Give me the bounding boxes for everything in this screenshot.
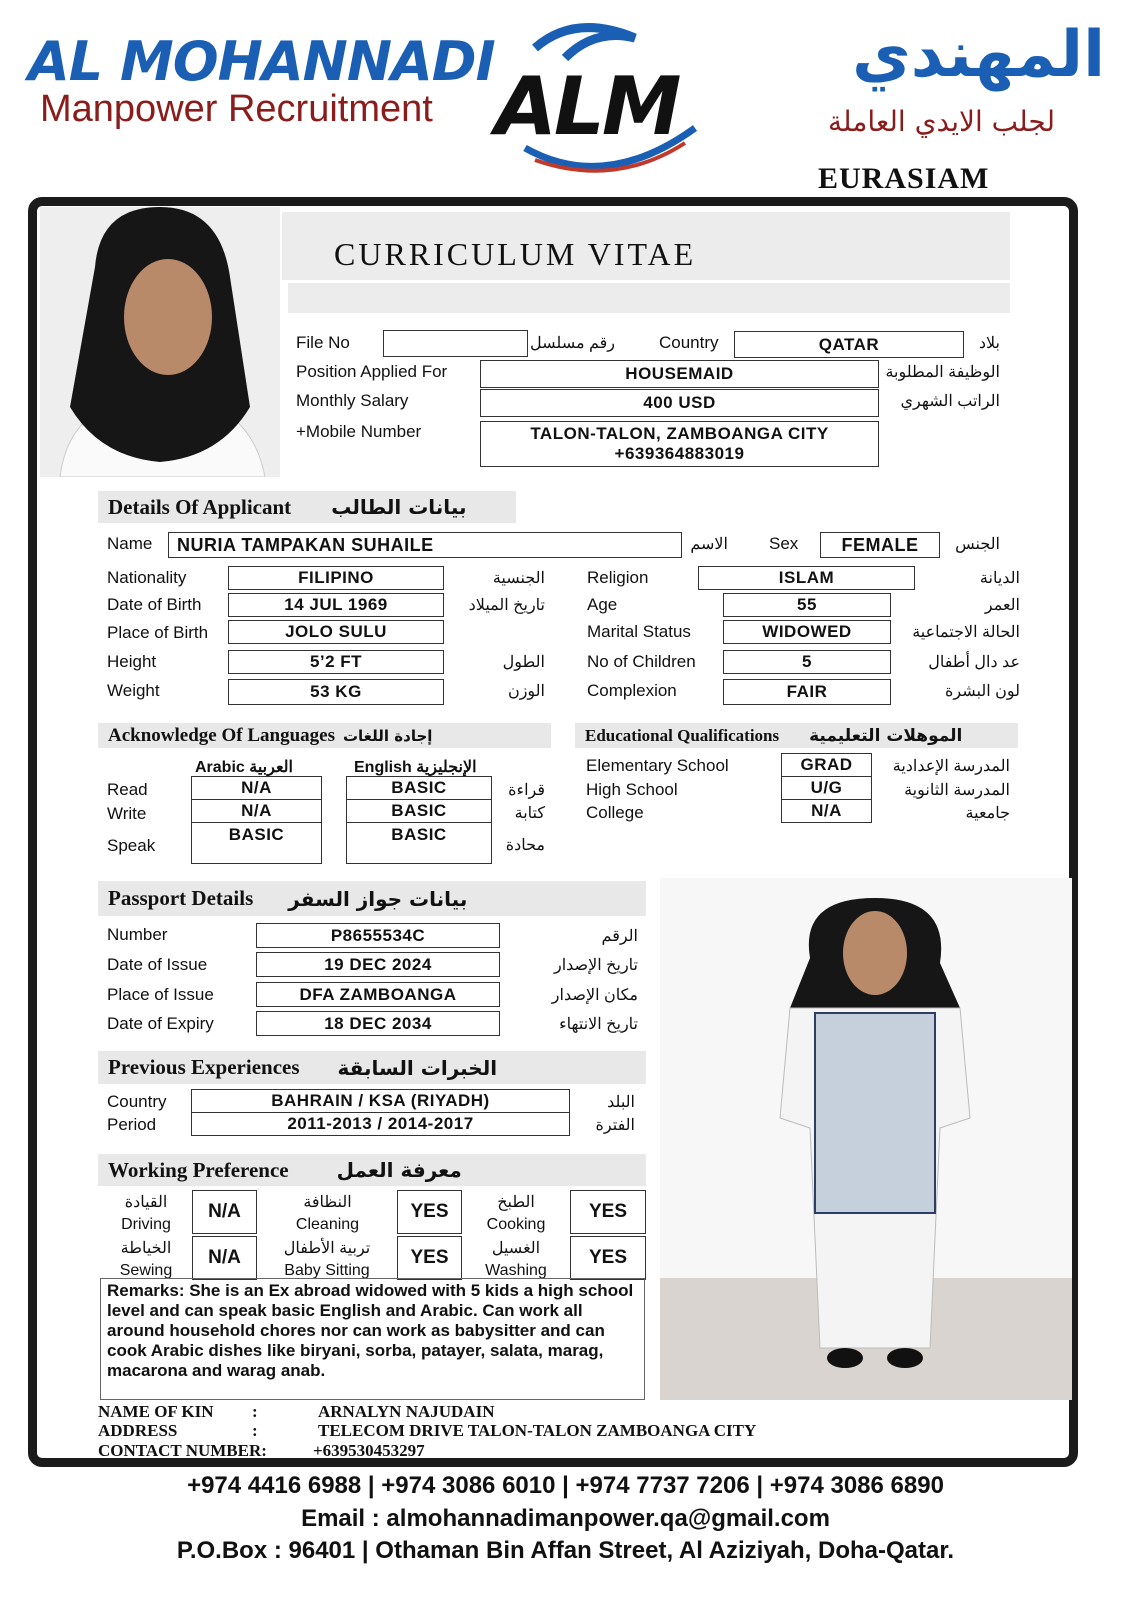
brand-name: AL MOHANNADI [28,30,495,93]
wp-cooking-en: Cooking [486,1215,546,1233]
cv-title-underbar [288,283,1010,313]
exp-period-arabic: الفترة [595,1117,635,1134]
section-applicant [98,491,516,523]
kin-name: ARNALYN NAJUDAIN [318,1402,495,1421]
height-arabic: الطول [502,654,545,671]
wp-cooking-value: YES [570,1190,646,1234]
country-label: Country [659,333,719,352]
section-passport-arabic: بيانات جواز السفر [288,886,468,911]
passport-number-arabic: الرقم [601,928,638,945]
passport-place-label: Place of Issue [107,985,214,1004]
height-field: 5’2 FT [228,650,444,674]
wp-sewing-value: N/A [192,1236,257,1280]
wp-washing-ar: الغسيل [491,1240,541,1257]
salary-label: Monthly Salary [296,391,409,410]
footer-address: P.O.Box : 96401 | Othaman Bin Affan Street, Al Aziziyah, Doha-Qatar. [176,1537,955,1564]
cv-title: CURRICULUM VITAE [334,236,697,272]
section-experience [98,1051,646,1084]
edu-highschool-field: U/G [781,776,872,800]
lang-write-arabic-label: كتابة [514,805,545,822]
age-label: Age [587,595,618,614]
sex-field: FEMALE [820,532,940,558]
lang-read-arabic: N/A [191,776,322,800]
wp-cleaning-ar: النظافة [303,1194,352,1211]
passport-number-field: P8655534C [256,923,500,948]
name-field: NURIA TAMPAKAN SUHAILE [168,532,682,558]
children-label: No of Children [587,652,696,671]
wp-babysitting-ar: تربية الأطفال [283,1240,371,1257]
position-field: HOUSEMAID [480,360,879,388]
salary-arabic: الراتب الشهري [900,393,1000,410]
lang-speak-label: Speak [107,836,156,855]
wp-sewing-label [100,1238,192,1281]
footer-email: Email : almohannadimanpower.qa@gmail.com [301,1505,830,1532]
remarks-text: Remarks: She is an Ex abroad widowed with 5 kids a high school level and can speak basic English and Arabic. Can work all around household chores nor can work as babysitter and can cook Arabic dishes like biryani, sorba, patayer, salata, marag, macarona and warag anab. [100,1278,645,1400]
lang-col-english [354,757,477,777]
mobile-address: TALON-TALON, ZAMBOANGA CITY [530,424,829,444]
wp-driving-label [100,1192,192,1235]
lang-speak-english: BASIC [346,822,492,864]
salary-field: 400 USD [480,389,879,417]
height-label: Height [107,652,157,671]
pob-field: JOLO SULU [228,620,444,644]
position-label: Position Applied For [296,362,448,381]
kin-contact-label: CONTACT NUMBER: [98,1441,267,1460]
kin-address-label: ADDRESS [98,1421,178,1440]
wp-cleaning-value: YES [397,1190,462,1234]
section-education [575,723,1018,748]
marital-label: Marital Status [587,622,691,641]
exp-country-arabic: البلد [607,1094,635,1111]
passport-number-label: Number [107,925,168,944]
wp-washing-label [470,1238,562,1281]
exp-country-field: BAHRAIN / KSA (RIYADH) [191,1089,570,1113]
wp-sewing-en: Sewing [119,1261,173,1279]
section-passport [98,881,646,916]
file-no-field [383,330,528,357]
children-arabic: عد دال أطفال [928,654,1020,671]
wp-cleaning-label [270,1192,385,1235]
exp-country-label: Country [107,1092,167,1111]
weight-label: Weight [107,681,160,700]
brand-arabic: المهندي [852,18,1105,92]
kin-name-label: NAME OF KIN [98,1402,214,1421]
mobile-label: +Mobile Number [296,422,422,441]
exp-period-field: 2011-2013 / 2014-2017 [191,1112,570,1136]
lang-speak-arabic: BASIC [191,822,322,864]
section-languages [98,723,551,748]
passport-issue-label: Date of Issue [107,955,208,974]
edu-elementary-arabic: المدرسة الإعدادية [892,758,1010,775]
passport-place-arabic: مكان الإصدار [551,987,638,1004]
section-applicant-title: Details Of Applicant [108,494,292,519]
footer-phones: +974 4416 6988 | +974 3086 6010 | +974 7737 7206 | +974 3086 6890 [187,1472,944,1499]
edu-college-label: College [586,803,644,822]
wp-washing-en: Washing [485,1261,547,1279]
complexion-field: FAIR [723,679,891,705]
kin-contact: +639530453297 [313,1441,425,1460]
section-education-title: Educational Qualifications [585,725,780,745]
kin-name-colon: : [252,1402,258,1421]
name-label: Name [107,534,153,553]
edu-highschool-label: High School [586,780,678,799]
section-passport-title: Passport Details [108,886,254,910]
lang-write-arabic: N/A [191,799,322,823]
dob-field: 14 JUL 1969 [228,593,444,617]
religion-field: ISLAM [698,566,915,590]
country-field: QATAR [734,331,964,358]
lang-read-arabic-label: قراءة [508,782,545,799]
wp-sewing-ar: الخياطة [120,1240,172,1257]
complexion-label: Complexion [587,681,677,700]
passport-expiry-field: 18 DEC 2034 [256,1011,500,1036]
marital-arabic: الحالة الاجتماعية [912,624,1020,641]
nationality-field: FILIPINO [228,566,444,590]
religion-arabic: الديانة [979,570,1020,587]
lang-col-english-ar: الإنجليزية [416,759,477,776]
passport-issue-arabic: تاريخ الإصدار [553,957,638,974]
complexion-arabic: لون البشرة [945,683,1020,700]
sex-label: Sex [769,534,799,553]
edu-elementary-label: Elementary School [586,756,729,775]
section-applicant-arabic: بيانات الطالب [331,495,467,519]
alm-logo [495,18,720,178]
passport-expiry-arabic: تاريخ الانتهاء [559,1016,638,1033]
weight-field: 53 KG [228,679,444,705]
lang-read-english: BASIC [346,776,492,800]
brand-arabic-sub: لجلب الايدي العاملة [828,105,1055,138]
section-experience-arabic: الخبرات السابقة [337,1055,498,1080]
lang-col-arabic-en: Arabic [195,759,245,776]
dob-label: Date of Birth [107,595,202,614]
edu-highschool-arabic: المدرسة الثانوية [904,782,1010,799]
logo-letters: ALM [495,60,679,153]
wp-driving-value: N/A [192,1190,257,1234]
pob-label: Place of Birth [107,623,209,642]
kin-address-colon: : [252,1421,258,1440]
edu-elementary-field: GRAD [781,753,872,777]
full-body-photo [660,878,1072,1400]
file-no-arabic: رقم مسلسل [530,335,615,352]
wp-cooking-ar: الطبخ [497,1194,535,1211]
mobile-field [480,421,879,467]
edu-college-arabic: جامعية [965,805,1010,822]
age-field: 55 [723,593,891,617]
lang-col-english-en: English [354,759,412,776]
section-working-arabic: معرفة العمل [336,1158,462,1182]
wp-washing-value: YES [570,1236,646,1280]
weight-arabic: الوزن [507,683,545,700]
religion-label: Religion [587,568,649,587]
section-working-title: Working Preference [108,1157,289,1182]
lang-col-arabic [195,757,293,777]
age-arabic: العمر [984,597,1020,614]
nationality-label: Nationality [107,568,187,587]
wp-driving-ar: القيادة [124,1194,168,1211]
mobile-number: +639364883019 [614,444,745,463]
section-working [98,1154,646,1186]
brand-tagline: Manpower Recruitment [40,88,433,130]
lang-speak-arabic-label: محادة [505,837,545,854]
section-languages-arabic: إجادة اللغات [342,726,433,745]
lang-col-arabic-ar: العربية [249,759,293,776]
section-education-arabic: الموهلات التعليمية [809,725,963,746]
nationality-arabic: الجنسية [492,570,545,587]
children-field: 5 [723,650,891,674]
passport-place-field: DFA ZAMBOANGA [256,982,500,1007]
sex-arabic: الجنس [955,536,1000,553]
wp-driving-en: Driving [121,1215,171,1233]
wp-babysitting-en: Baby Sitting [284,1261,370,1279]
section-experience-title: Previous Experiences [108,1055,300,1079]
marital-field: WIDOWED [723,620,891,644]
wp-babysitting-value: YES [397,1236,462,1280]
section-languages-title: Acknowledge Of Languages [108,724,335,746]
position-arabic: الوظيفة المطلوبة [885,364,1000,381]
dob-arabic: تاريخ الميلاد [468,597,545,614]
wp-cleaning-en: Cleaning [295,1215,360,1233]
exp-period-label: Period [107,1115,157,1134]
wp-cooking-label [470,1192,562,1235]
lang-write-english: BASIC [346,799,492,823]
kin-address: TELECOM DRIVE TALON-TALON ZAMBOANGA CITY [318,1421,757,1440]
file-no-label: File No [296,333,350,352]
lang-read-label: Read [107,780,148,799]
agency-name: EURASIAM [818,162,990,195]
passport-issue-field: 19 DEC 2024 [256,952,500,977]
country-arabic: بلاد [978,335,1000,352]
name-arabic: الاسم [690,536,728,553]
lang-write-label: Write [107,804,147,823]
portrait-photo [40,207,280,477]
passport-expiry-label: Date of Expiry [107,1014,214,1033]
edu-college-field: N/A [781,799,872,823]
wp-babysitting-label [268,1238,386,1281]
